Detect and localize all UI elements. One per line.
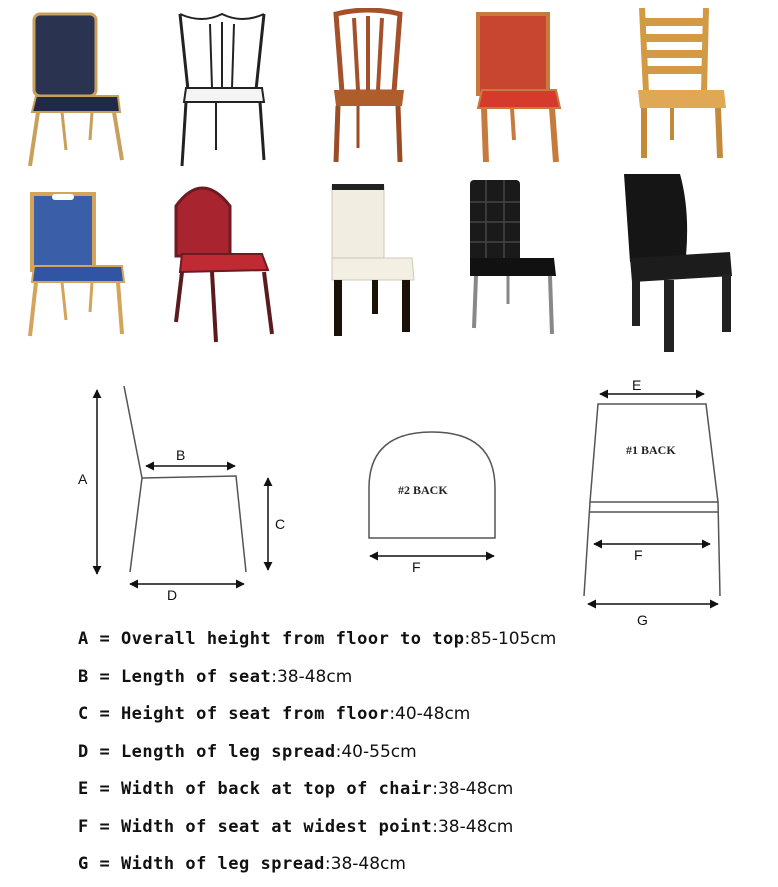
spec-f-key: F = Width of seat at widest point <box>78 817 433 837</box>
blue-banquet-chair-handle-image <box>26 190 130 340</box>
spec-b <box>78 667 352 687</box>
spec-a-value: :85-105cm <box>464 629 557 649</box>
ladder-back-wooden-chair-image <box>632 6 732 166</box>
spec-e <box>78 779 513 799</box>
spindle-back-wooden-chair-image <box>328 8 408 168</box>
chair-dimension-diagram <box>0 370 778 630</box>
spec-d <box>78 742 417 762</box>
label-f-back1: F <box>634 547 643 563</box>
spec-d-value: :40-55cm <box>335 742 417 762</box>
label-c: C <box>275 516 286 532</box>
label-d: D <box>167 587 178 603</box>
label-b: B <box>176 447 186 463</box>
label-f-back2: F <box>412 559 421 575</box>
back1-label: #1 BACK <box>626 443 676 457</box>
spec-b-value: :38-48cm <box>271 667 353 687</box>
black-tufted-leather-chair-image <box>464 178 560 338</box>
banquet-chair-blue-image <box>22 10 132 170</box>
spec-c-key: C = Height of seat from floor <box>78 704 390 724</box>
spec-f-value: :38-48cm <box>432 817 514 837</box>
back2-label: #2 BACK <box>398 483 448 497</box>
label-e: E <box>632 377 642 393</box>
red-leather-wooden-chair-image <box>472 10 568 170</box>
label-a: A <box>78 471 88 487</box>
spec-b-key: B = Length of seat <box>78 667 272 687</box>
spec-c-value: :40-48cm <box>389 704 471 724</box>
black-croc-leather-chair-image <box>620 170 738 356</box>
spec-g-key: G = Width of leg spread <box>78 854 325 874</box>
cream-parsons-chair-image <box>326 184 418 340</box>
red-round-back-banquet-chair-image <box>172 176 280 346</box>
label-g: G <box>637 612 648 628</box>
spec-a-key: A = Overall height from floor to top <box>78 629 465 649</box>
metal-rod-chair-image <box>172 10 272 170</box>
spec-e-key: E = Width of back at top of chair <box>78 779 433 799</box>
spec-g-value: :38-48cm <box>324 854 406 874</box>
spec-d-key: D = Length of leg spread <box>78 742 336 762</box>
spec-e-value: :38-48cm <box>432 779 514 799</box>
spec-c <box>78 704 470 724</box>
spec-a <box>78 629 556 649</box>
spec-g <box>78 854 406 874</box>
spec-f <box>78 817 513 837</box>
